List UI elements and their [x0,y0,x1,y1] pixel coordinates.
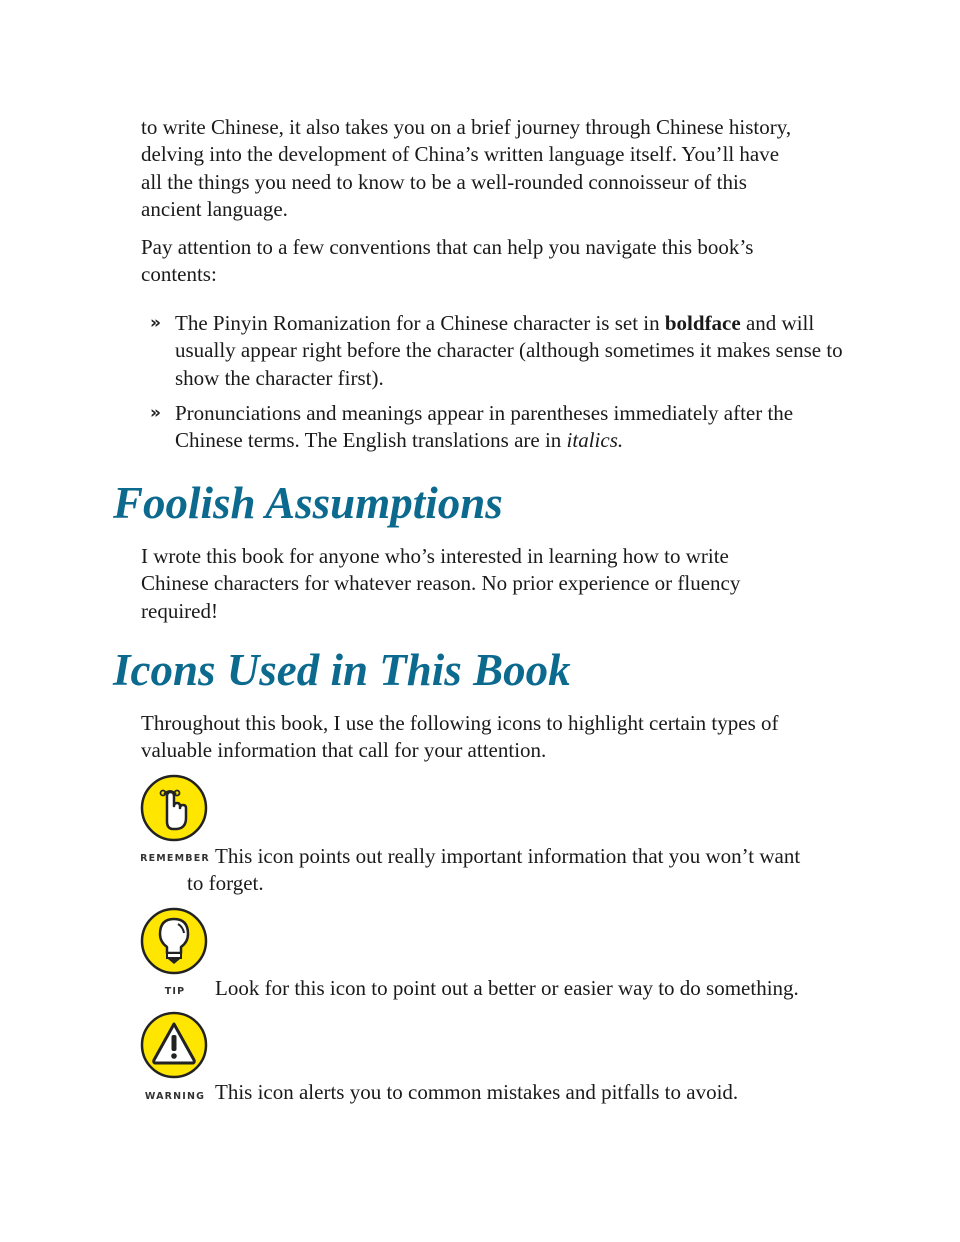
icon-entry-tip [140,907,860,1007]
intro-line: ancient language. [141,196,288,221]
icon-description: This icon alerts you to common mistakes and pitfalls to avoid. [215,1080,739,1104]
italic-term: italics. [566,428,624,453]
section-body: Throughout this book, I use the following icons to highlight certain types of valuable information that call for your attention. [141,711,779,763]
bullet-item [150,400,850,455]
conventions-intro: Pay attention to a few conventions that can help you navigate this book’s contents: [141,235,754,287]
section-heading-foolish-assumptions: Foolish Assumptions [113,478,503,528]
bold-term: boldface [664,311,741,335]
double-chevron-icon: » [150,313,161,333]
tied-finger-icon [140,774,208,842]
intro-line: all the things you need to know to be a well-rounded connoisseur of this [141,169,747,194]
icon-label: REMEMBER [140,853,210,864]
intro-line: delving into the development of China’s written language itself. You’ll have [141,142,780,167]
icon-label: WARNING [144,1091,206,1102]
intro-paragraph [141,114,851,223]
icon-entry-warning [140,1011,860,1111]
bullet-text: Pronunciations and meanings appear in parentheses immediately after the Chinese terms. The English translations are in italics. [175,401,794,453]
icon-description: Look for this icon to point out a better or easier way to do something. [215,976,799,1000]
double-chevron-icon: » [150,403,161,423]
bullet-item [150,310,850,392]
icon-label: TIP [164,986,186,997]
bullet-text: The Pinyin Romanization for a Chinese character is set in boldface and will usually appear right before the character (although sometimes it makes sense to show the character first). [175,311,843,390]
icon-entry-remember [140,774,860,899]
section-body: I wrote this book for anyone who’s interested in learning how to write Chinese characters for whatever reason. No prior experience or fluency required! [141,544,741,623]
warning-triangle-icon [140,1011,208,1079]
section-heading-icons-used: Icons Used in This Book [113,645,571,695]
intro-line: to write Chinese, it also takes you on a brief journey through Chinese history, [141,115,792,139]
lightbulb-icon [140,907,208,975]
icon-description: This icon points out really important information that you won’t want to forget. [187,844,801,896]
